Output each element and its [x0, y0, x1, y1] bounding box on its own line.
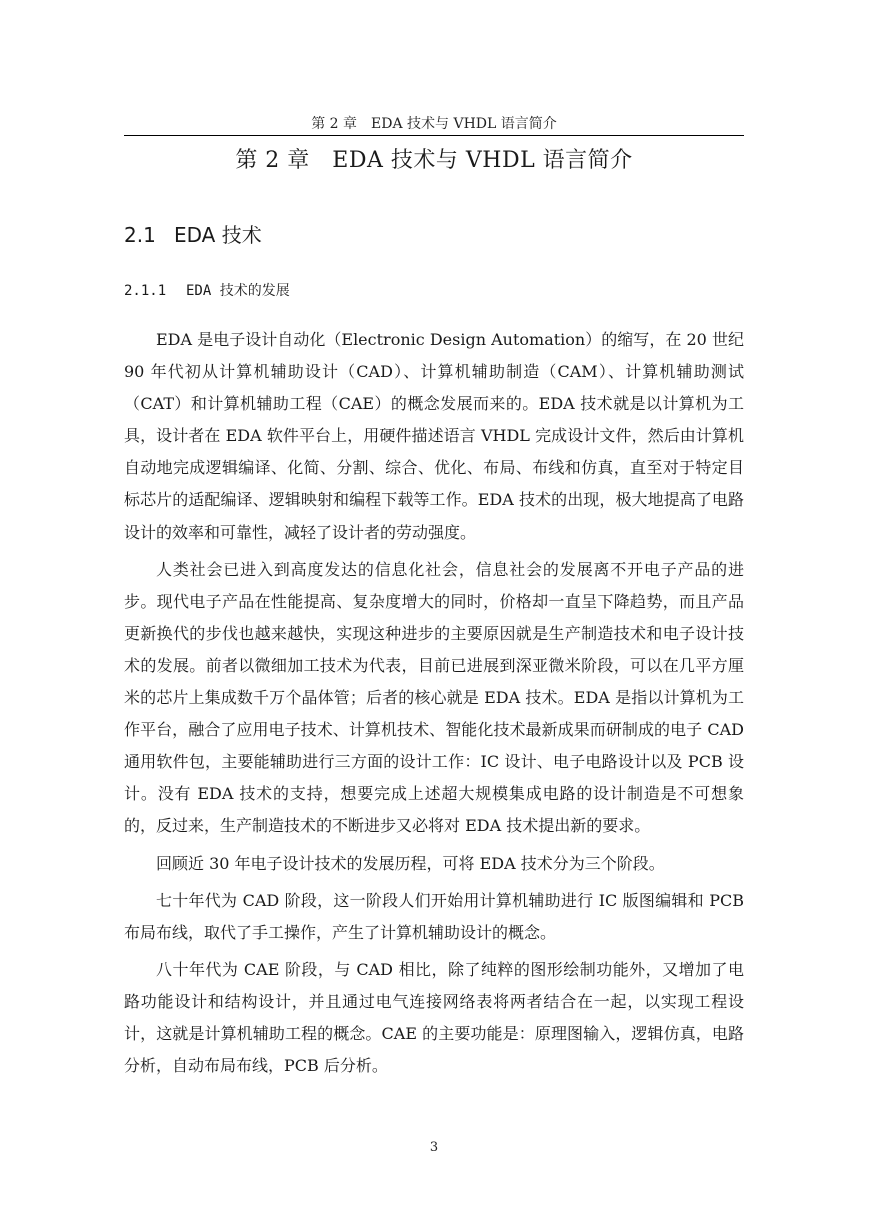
subsection-heading	[124, 280, 290, 302]
chapter-title: 第 2 章 EDA 技术与 VHDL 语言简介	[235, 148, 633, 173]
subsection-title: EDA 技术的发展	[186, 283, 290, 299]
running-header: 第 2 章 EDA 技术与 VHDL 语言简介	[311, 116, 557, 132]
section-number: 2.1	[124, 223, 156, 247]
paragraph: 回顾近 30 年电子设计技术的发展历程，可将 EDA 技术分为三个阶段。	[156, 853, 665, 873]
body-text	[124, 324, 744, 1087]
page-number: 3	[429, 1140, 439, 1155]
section-title: EDA 技术	[174, 223, 262, 247]
section-heading	[124, 220, 262, 250]
paragraph: EDA 是电子设计自动化（Electronic Design Automation）的缩写，在 20 世纪 90 年代初从计算机辅助设计（CAD）、计算机辅助制造（CAM）、计算机辅助测试（CAT）和计算机辅助工程（CAE）的概念发展而来的。EDA 技术就是以计算机为工具，设计者在 EDA 软件平台上，用硬件描述语言 VHDL 完成设计文件，然后由计算机自动地完成逻辑编译、化简、分割、综合、优化、布局、布线和仿真，直至对于特定目标芯片的适配编译、逻辑映射和编程下载等工作。EDA 技术的出现，极大地提高了电路设计的效率和可靠性，减轻了设计者的劳动强度。	[124, 330, 744, 542]
paragraph: 八十年代为 CAE 阶段，与 CAD 相比，除了纯粹的图形绘制功能外，又增加了电路功能设计和结构设计，并且通过电气连接网络表将两者结合在一起，以实现工程设计，这就是计算机辅助工程的概念。CAE 的主要功能是：原理图输入，逻辑仿真，电路分析，自动布局布线，PCB 后分析。	[124, 959, 744, 1076]
paragraph: 人类社会已进入到高度发达的信息化社会，信息社会的发展离不开电子产品的进步。现代电子产品在性能提高、复杂度增大的同时，价格却一直呈下降趋势，而且产品更新换代的步伐也越来越快，实现这种进步的主要原因就是生产制造技术和电子设计技术的发展。前者以微细加工技术为代表，目前已进展到深亚微米阶段，可以在几平方厘米的芯片上集成数千万个晶体管；后者的核心就是 EDA 技术。EDA 是指以计算机为工作平台，融合了应用电子技术、计算机技术、智能化技术最新成果而研制成的电子 CAD 通用软件包，主要能辅助进行三方面的设计工作：IC 设计、电子电路设计以及 PCB 设计。没有 EDA 技术的支持，想要完成上述超大规模集成电路的设计制造是不可想象的，反过来，生产制造技术的不断进步又必将对 EDA 技术提出新的要求。	[124, 559, 744, 836]
paragraph: 七十年代为 CAD 阶段，这一阶段人们开始用计算机辅助进行 IC 版图编辑和 PCB 布局布线，取代了手工操作，产生了计算机辅助设计的概念。	[124, 890, 744, 942]
header-rule	[124, 135, 744, 136]
subsection-number: 2.1.1	[124, 283, 167, 299]
